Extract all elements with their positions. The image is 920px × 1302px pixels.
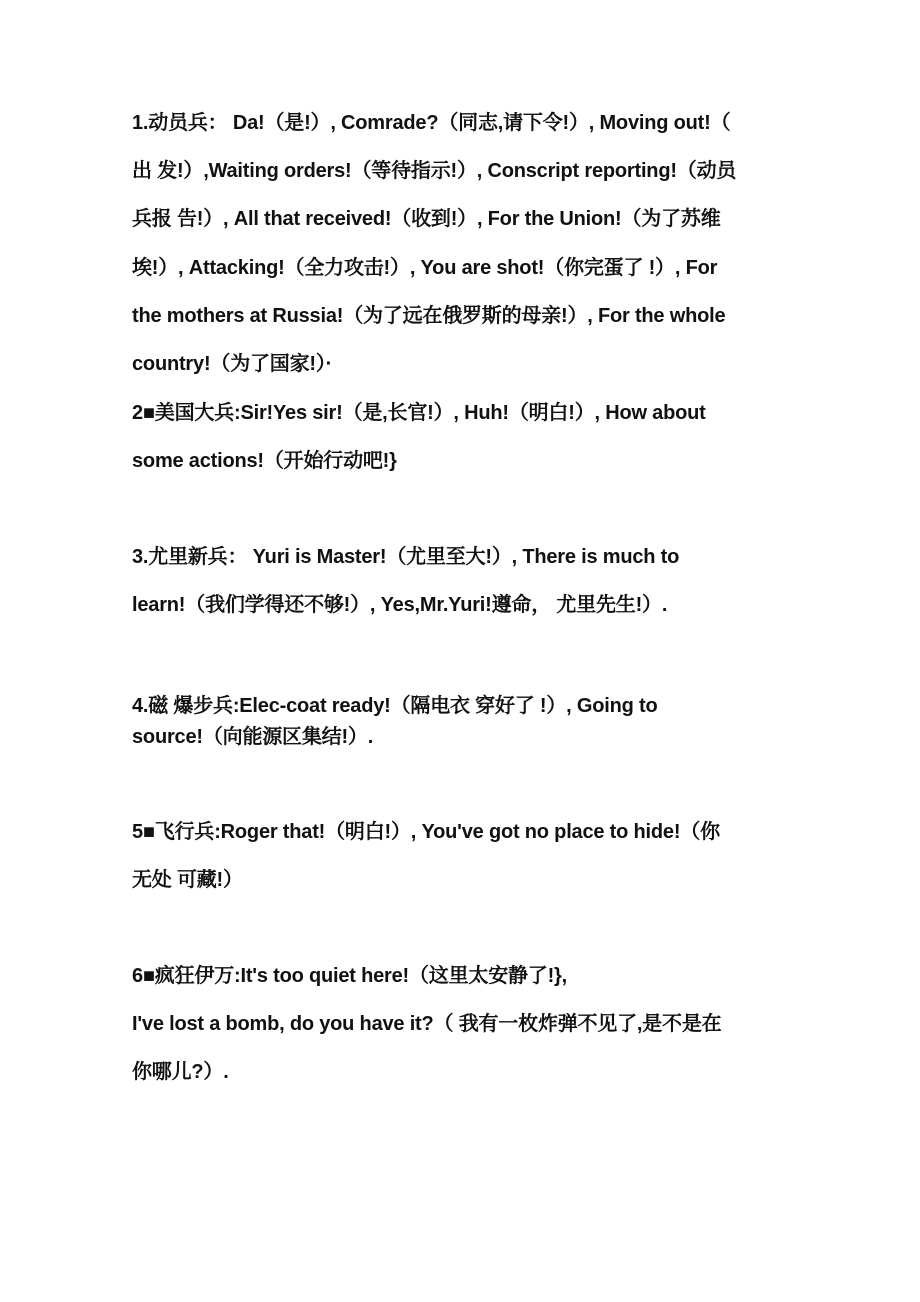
text-line: 1.动员兵： Da!（是!）, Comrade?（同志,请下令!）, Moving out!（ [132, 112, 731, 134]
text-line: country!（为了国家!）· [132, 353, 333, 375]
text-line: 埃!）, Attacking!（全力攻击!）, You are shot!（你完蛋了 !）, For [132, 257, 718, 279]
text-line: learn!（我们学得还不够!）, Yes,Mr.Yuri!遵命， 尤里先生!）. [132, 594, 668, 616]
text-line: 出 发!）,Waiting orders!（等待指示!）, Conscript reporting!（动员 [132, 160, 737, 182]
text-line: the mothers at Russia!（为了远在俄罗斯的母亲!）, For the whole [132, 305, 726, 327]
text-line: 无处 可藏!） [132, 869, 243, 891]
text-line: 你哪儿?）. [132, 1061, 229, 1083]
text-line: 3.尤里新兵： Yuri is Master!（尤里至大!）, There is much to [132, 546, 680, 568]
text-line: 6■疯狂伊万:It's too quiet here!（这里太安静了!}, [132, 965, 568, 987]
text-line: 4.磁 爆步兵:Elec-coat ready!（隔电衣 穿好了 !）, Going to [132, 695, 658, 717]
text-line: 5■飞行兵:Roger that!（明白!）, You've got no place to hide!（你 [132, 821, 720, 843]
text-line: 2■美国大兵:Sir!Yes sir!（是,长官!）, Huh!（明白!）, How about [132, 402, 706, 424]
text-line: some actions!（开始行动吧!} [132, 450, 397, 472]
text-line: source!（向能源区集结!）. [132, 726, 374, 748]
text-line: 兵报 告!）, All that received!（收到!）, For the Union!（为了苏维 [132, 208, 721, 230]
text-line: I've lost a bomb, do you have it?（ 我有一枚炸弹不见了,是不是在 [132, 1013, 722, 1035]
